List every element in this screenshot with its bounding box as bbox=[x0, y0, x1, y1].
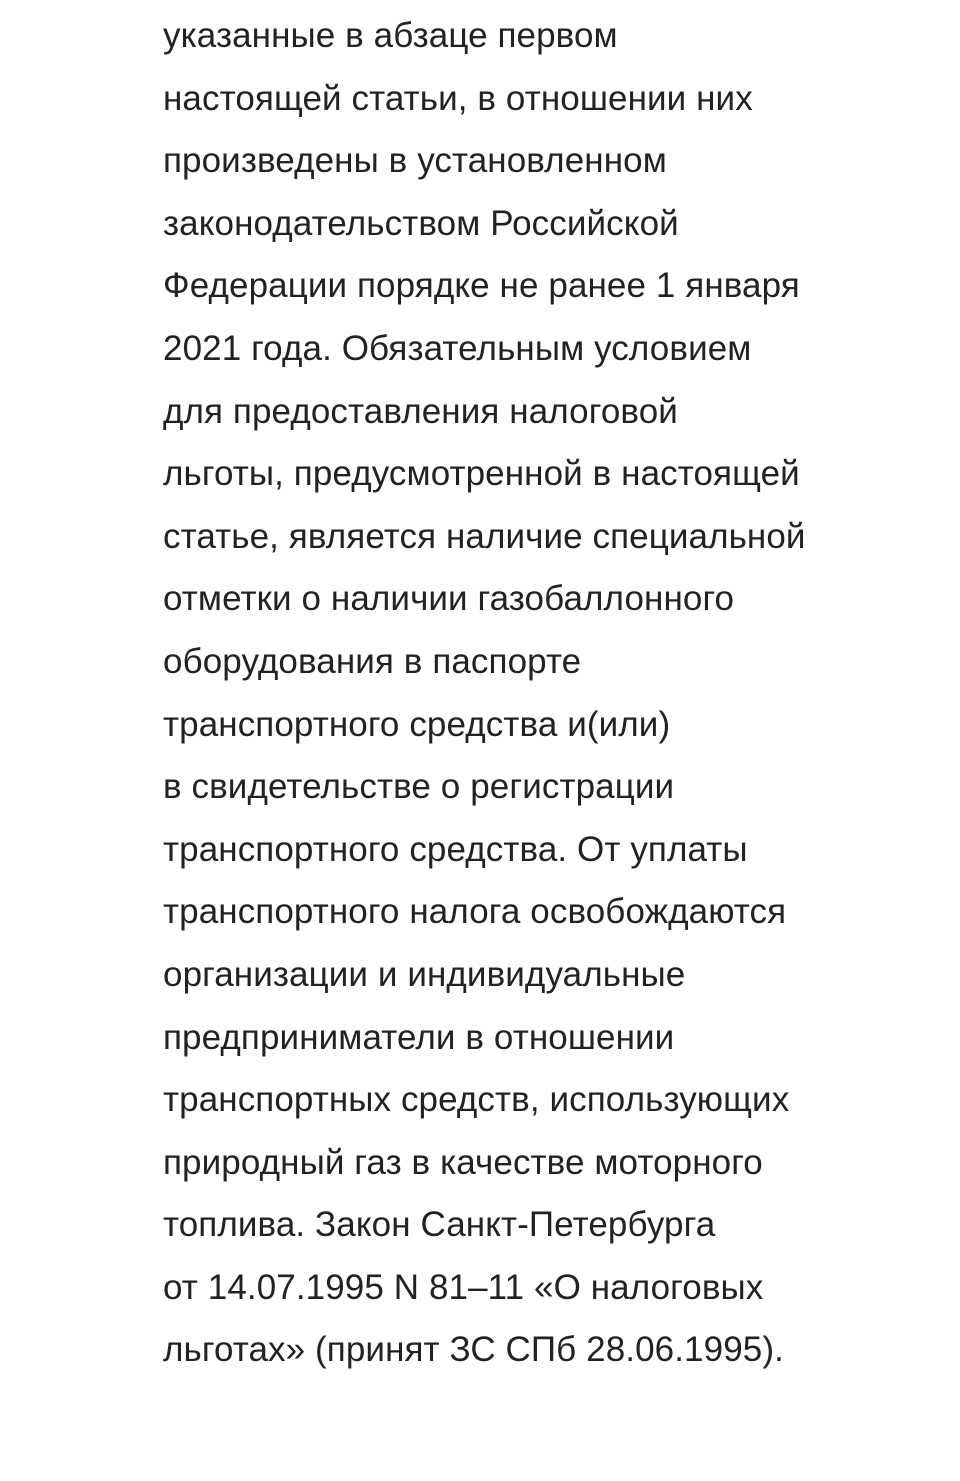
text-line: произведены в установленном bbox=[163, 141, 667, 181]
text-line: 2021 года. Обязательным условием bbox=[163, 328, 752, 368]
text-line: организации и индивидуальные bbox=[163, 954, 686, 994]
text-line: природный газ в качестве моторного bbox=[163, 1142, 763, 1182]
text-line: Федерации порядке не ранее 1 января bbox=[163, 266, 800, 306]
text-line: статье, является наличие специальной bbox=[163, 516, 806, 556]
text-line: настоящей статьи, в отношении них bbox=[163, 78, 753, 118]
text-line: льготы, предусмотренной в настоящей bbox=[163, 454, 800, 494]
text-line: топлива. Закон Санкт-Петербурга bbox=[163, 1205, 716, 1245]
article-text bbox=[163, 5, 863, 1382]
text-line: в свидетельстве о регистрации bbox=[163, 767, 675, 807]
text-line: льготах» (принят ЗС СПб 28.06.1995). bbox=[163, 1330, 784, 1370]
text-line: для предоставления налоговой bbox=[163, 391, 678, 431]
text-line: транспортного средства. От уплаты bbox=[163, 829, 748, 869]
text-line: транспортного средства и(или) bbox=[163, 704, 671, 744]
text-line: предприниматели в отношении bbox=[163, 1017, 675, 1057]
text-line: законодательством Российской bbox=[163, 203, 679, 243]
text-line: указанные в абзаце первом bbox=[163, 16, 618, 55]
text-line: транспортных средств, использующих bbox=[163, 1080, 790, 1120]
text-line: отметки о наличии газобаллонного bbox=[163, 579, 735, 619]
text-line: оборудования в паспорте bbox=[163, 641, 582, 681]
text-line: транспортного налога освобождаются bbox=[163, 892, 787, 932]
text-line: от 14.07.1995 N 81–11 «О налоговых bbox=[163, 1267, 764, 1307]
